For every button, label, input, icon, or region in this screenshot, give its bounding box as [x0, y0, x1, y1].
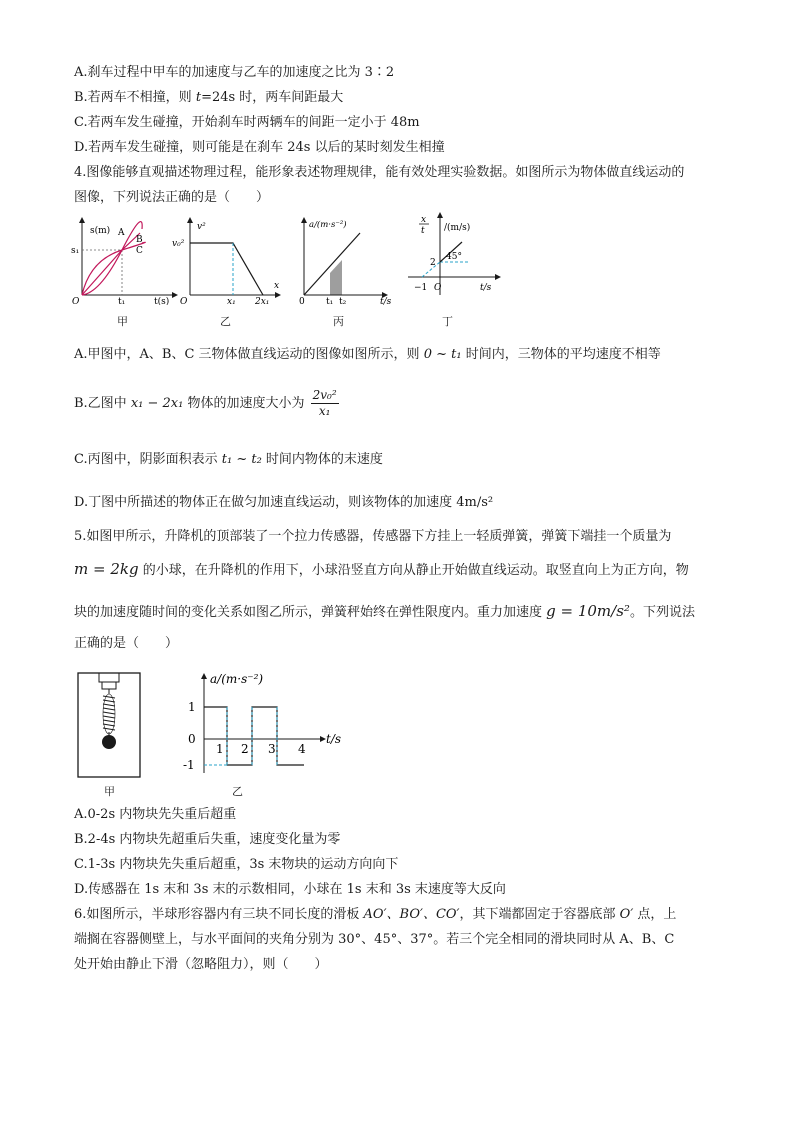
jia-origin: O [72, 297, 80, 305]
q4-option-b [74, 386, 341, 422]
ding-frac-den: t [421, 226, 425, 236]
q6-line-1 [74, 906, 676, 924]
graph-xlabel: t/s [326, 732, 342, 746]
figure-acceleration-time-graph [180, 665, 345, 780]
q4-option-c-pre: C.丙图中，阴影面积表示 [74, 452, 222, 467]
shaded-area [330, 260, 342, 295]
yi-ylabel: v² [197, 222, 206, 232]
q4-option-b-denominator: x₁ [318, 404, 331, 418]
graph-ylabel: a/(m·s⁻²) [210, 672, 264, 686]
q6-line-3: 处开始由静止下滑（忽略阻力），则（ ） [74, 957, 328, 972]
caption-q5-yi: 乙 [232, 785, 243, 798]
figure-yi-velocity-squared [170, 215, 285, 305]
jia-xlabel: t(s) [154, 297, 170, 305]
figure-elevator-spring [75, 670, 145, 780]
graph-x3: 3 [268, 742, 276, 756]
q4-stem-line-1: 4.图像能够直观描述物理过程，能形象表述物理规律，能有效处理实验数据。如图所示为物体做直线运动的 [74, 165, 685, 180]
ding-xlabel: t/s [480, 283, 492, 293]
q4-option-a [74, 346, 661, 364]
q5-stem-line-4: 正确的是（ ） [74, 636, 179, 651]
q4-option-b-mid: 物体的加速度大小为 [183, 396, 309, 411]
jia-label-a: A [118, 228, 125, 238]
yi-origin: O [180, 297, 188, 305]
q5-option-d: D.传感器在 1s 末和 3s 末的示数相同，小球在 1s 末和 3s 末速度等大反向 [74, 882, 506, 897]
q6-line-1-mid: ，其下端都固定于容器底部 [459, 907, 620, 922]
q5-stem-line-2 [74, 560, 689, 580]
q6-point: O′ [619, 907, 634, 922]
bing-t1: t₁ [326, 297, 334, 305]
jia-t1: t₁ [118, 297, 126, 305]
caption-ding: 丁 [442, 315, 453, 328]
q4-option-d-pre: D.丁图中所描述的物体正在做匀加速直线运动，则该物体的加速度 [74, 495, 457, 510]
q6-line-2: 端搁在容器侧壁上，与水平面间的夹角分别为 30°、45°、37°。若三个完全相同的滑块同时从 A、B、C [74, 932, 675, 947]
graph-yneg1: -1 [183, 758, 195, 772]
yi-x1: x₁ [227, 297, 236, 305]
q4-option-c-post: 时间内物体的末速度 [261, 452, 383, 467]
acceleration-step-line [204, 707, 304, 765]
q5-stem-line-3-pre: 块的加速度随时间的变化关系如图乙所示，弹簧秤始终在弹性限度内。重力加速度 [74, 605, 547, 620]
graph-x4: 4 [298, 742, 306, 756]
q5-option-a: A.0-2s 内物块先失重后超重 [74, 807, 237, 822]
ding-y2: 2 [430, 258, 436, 268]
q4-option-b-fraction [311, 388, 339, 419]
caption-q5-jia: 甲 [104, 785, 115, 798]
q5-option-b: B.2-4s 内物块先超重后失重，速度变化量为零 [74, 832, 341, 847]
q3-option-a: A.刹车过程中甲车的加速度与乙车的加速度之比为 3∶2 [74, 65, 395, 80]
q3-option-c: C.若两车发生碰撞，开始刹车时两辆车的间距一定小于 48m [74, 115, 420, 130]
q5-stem-line-3 [74, 602, 695, 622]
q4-option-c-math: t₁ ~ t₂ [221, 452, 262, 467]
jia-s1: s₁ [71, 246, 80, 256]
yi-v0sq: v₀² [172, 239, 185, 249]
q4-option-a-pre: A.甲图中，A、B、C 三物体做直线运动的图像如图所示，则 [74, 347, 424, 362]
jia-ylabel: s(m) [90, 226, 111, 236]
q5-stem-line-3-post: 。下列说法 [629, 605, 695, 620]
graph-x1: 1 [216, 742, 224, 756]
q6-line-1-post: 点，上 [633, 907, 677, 922]
q5-option-c: C.1-3s 内物块先失重后超重，3s 末物块的运动方向向下 [74, 857, 399, 872]
ding-origin: O [434, 283, 442, 293]
ding-frac-num: x [421, 215, 427, 225]
caption-jia: 甲 [117, 315, 128, 328]
bing-origin: 0 [299, 297, 305, 305]
yi-x2: 2x₁ [255, 297, 270, 305]
q4-option-c [74, 451, 383, 469]
q3-option-d: D.若两车发生碰撞，则可能是在刹车 24s 以后的某时刻发生相撞 [74, 140, 445, 155]
q5-stem-line-2-post: 的小球，在升降机的作用下，小球沿竖直方向从静止开始做直线运动。取竖直向上为正方向，物 [138, 563, 689, 578]
jia-label-c: C [136, 246, 143, 256]
q3-option-b-var: t [195, 90, 202, 105]
caption-yi: 乙 [220, 315, 231, 328]
q6-line-1-pre: 6.如图所示，半球形容器内有三块不同长度的滑板 [74, 907, 364, 922]
q4-option-b-math: x₁ − 2x₁ [130, 396, 184, 411]
jia-label-b: B [136, 235, 143, 245]
figure-jia-position-time [70, 215, 180, 305]
q3-option-b-post: =24s 时，两车间距最大 [201, 90, 344, 105]
graph-y0: 0 [188, 732, 196, 746]
ball [102, 735, 116, 749]
bing-t2: t₂ [339, 297, 347, 305]
yi-xlabel: x [274, 281, 280, 291]
q4-stem-line-2: 图像，下列说法正确的是（ ） [74, 190, 270, 205]
q3-option-b-pre: B.若两车不相撞，则 [74, 90, 196, 105]
graph-y1: 1 [188, 700, 196, 714]
caption-bing: 丙 [333, 315, 344, 328]
q6-boards: AO′、BO′、CO′ [363, 907, 460, 922]
bing-ylabel: a/(m·s⁻²) [309, 220, 347, 230]
bing-xlabel: t/s [380, 297, 392, 305]
ding-ylabel: /(m/s) [444, 223, 471, 233]
q5-mass: m = 2kg [74, 560, 139, 578]
q4-option-a-math: 0 ~ t₁ [423, 347, 462, 362]
figure-ding-x-over-t [400, 210, 515, 305]
q4-option-d-math: 4m/s² [456, 495, 494, 510]
q3-option-b [74, 89, 343, 107]
q5-gravity: g = 10m/s² [546, 602, 630, 620]
q4-option-b-numerator: 2v₀² [312, 388, 337, 402]
line-a [82, 233, 140, 295]
figure-bing-acceleration-time [290, 215, 400, 305]
q5-stem-line-1: 5.如图甲所示，升降机的顶部装了一个拉力传感器，传感器下方挂上一轻质弹簧，弹簧下端挂一个质量为 [74, 529, 672, 544]
q4-option-a-post: 时间内，三物体的平均速度不相等 [461, 347, 661, 362]
graph-x2: 2 [241, 742, 249, 756]
q4-option-d [74, 494, 493, 512]
ding-neg1: −1 [414, 283, 428, 293]
ding-angle: 45° [446, 252, 462, 262]
q4-option-b-pre: B.乙图中 [74, 396, 131, 411]
